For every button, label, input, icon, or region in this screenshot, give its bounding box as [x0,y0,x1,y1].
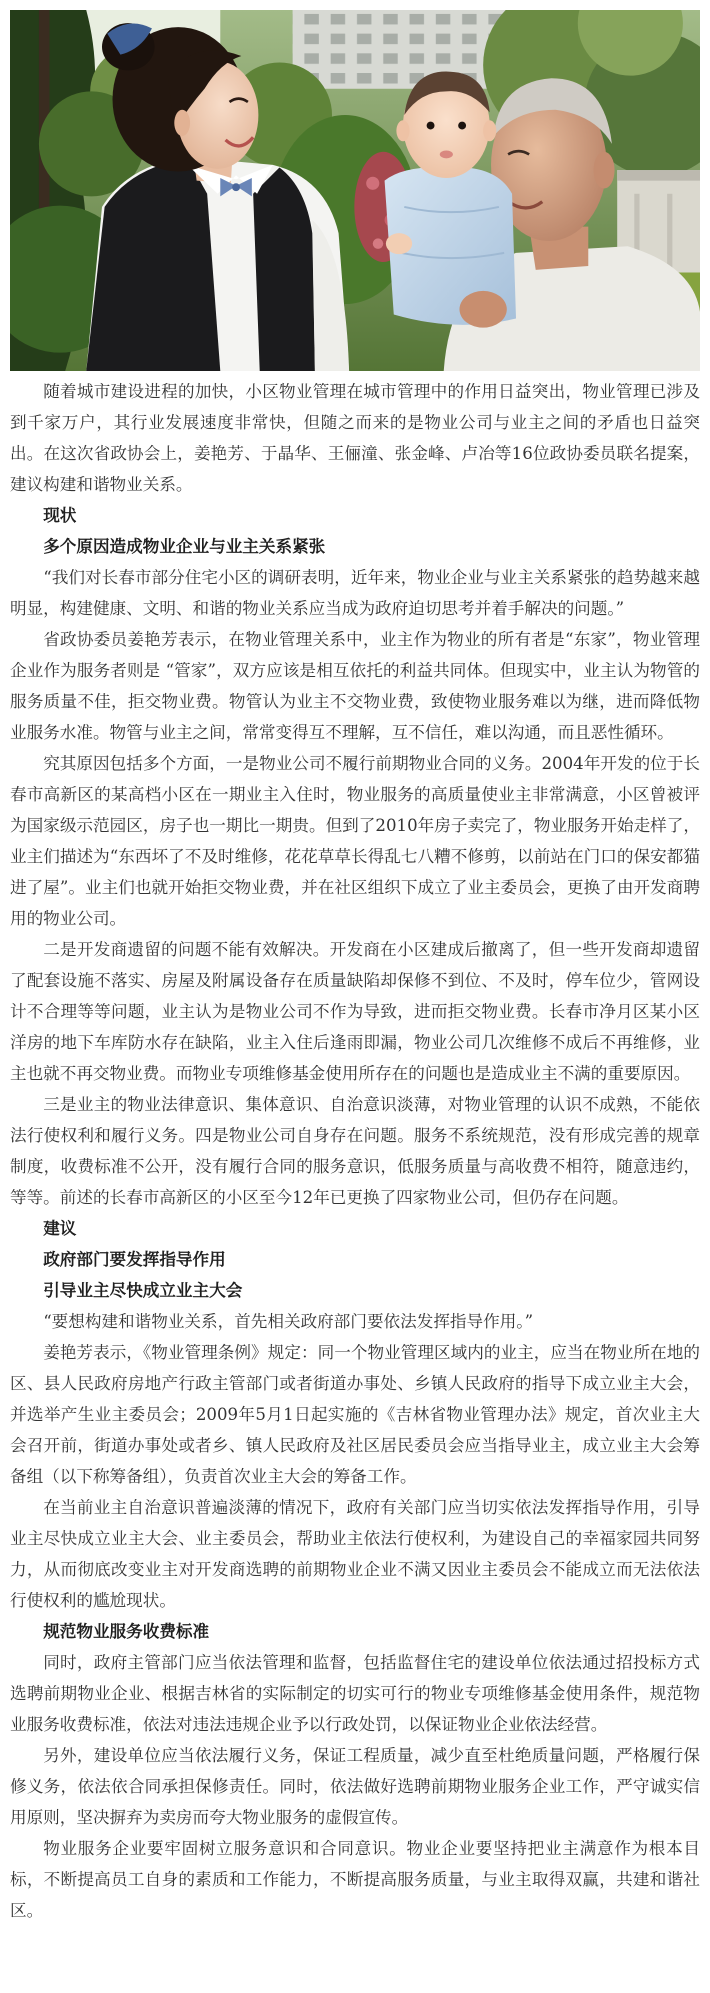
quote-paragraph: “要想构建和谐物业关系，首先相关政府部门要依法发挥指导作用。” [43,1312,534,1331]
body-paragraph: 省政协委员姜艳芳表示，在物业管理关系中，业主作为物业的所有者是“东家”，物业管理企业作为服务者则是 “管家”，双方应该是相互依托的利益共同体。但现实中，业主认为物管的服务质量不佳，拒交物业费。物管认为业主不交物业费，致使物业服务难以为继，进而降低物业服务水准。物管与业主之间，常常变得互不理解，互不信任，难以沟通，而且恶性循环。 [10,630,700,742]
subsection-heading: 多个原因造成物业企业与业主关系紧张 [43,536,326,556]
body-paragraph: 另外，建设单位应当依法履行义务，保证工程质量，减少直至杜绝质量问题，严格履行保修义务，依法依合同承担保修责任。同时，依法做好选聘前期物业服务企业工作，严守诚实信用原则，坚决摒弃为卖房而夸大物业服务的虚假宣传。 [10,1746,700,1827]
body-paragraph: 物业服务企业要牢固树立服务意识和合同意识。物业企业要坚持把业主满意作为根本目标，不断提高员工自身的素质和工作能力，不断提高服务质量，与业主取得双赢，共建和谐社区。 [10,1839,700,1920]
body-paragraph: 姜艳芳表示，《物业管理条例》规定：同一个物业管理区域内的业主，应当在物业所在地的区、县人民政府房地产行政主管部门或者街道办事处、乡镇人民政府的指导下成立业主大会，并选举产生业主委员会；2009年5月1日起实施的《吉林省物业管理办法》规定，首次业主大会召开前，街道办事处或者乡、镇人民政府及社区居民委员会应当指导业主，成立业主大会筹备组（以下称筹备组），负责首次业主大会的筹备工作。 [10,1343,700,1486]
section-suggestions [10,1213,700,1926]
intro-paragraph: 随着城市建设进程的加快，小区物业管理在城市管理中的作用日益突出，物业管理已涉及到千家万户，其行业发展速度非常快，但随之而来的是物业公司与业主之间的矛盾也日益突出。在这次省政协会上，姜艳芳、于晶华、王俪潼、张金峰、卢冶等16位政协委员联名提案，建议构建和谐物业关系。 [10,382,700,494]
section-status [10,500,700,1213]
body-paragraph: 二是开发商遗留的问题不能有效解决。开发商在小区建成后撤离了，但一些开发商却遗留了配套设施不落实、房屋及附属设备存在质量缺陷却保修不到位、不及时，停车位少，管网设计不合理等等问题，业主认为是物业公司不作为导致，进而拒交物业费。长春市净月区某小区洋房的地下车库防水存在缺陷，业主入住后逢雨即漏，物业公司几次维修不成后不再维修，业主也就不再交物业费。而物业专项维修基金使用所存在的问题也是造成业主不满的重要原因。 [10,940,700,1083]
body-paragraph: 同时，政府主管部门应当依法管理和监督，包括监督住宅的建设单位依法通过招投标方式选聘前期物业企业、根据吉林省的实际制定的切实可行的物业专项维修基金使用条件，规范物业服务收费标准，依法对违法违规企业予以行政处罚，以保证物业企业依法经营。 [10,1653,700,1734]
subsection-heading: 引导业主尽快成立业主大会 [43,1280,243,1300]
body-paragraph: 究其原因包括多个方面，一是物业公司不履行前期物业合同的义务。2004年开发的位于长春市高新区的某高档小区在一期业主入住时，物业服务的高质量使业主非常满意，小区曾被评为国家级示范园区，房子也一期比一期贵。但到了2010年房子卖完了，物业服务开始走样了，业主们描述为“东西坏了不及时维修，花花草草长得乱七八糟不修剪，以前站在门口的保安都猫进了屋”。业主们也就开始拒交物业费，并在社区组织下成立了业主委员会，更换了由开发商聘用的物业公司。 [10,754,700,928]
subsection-heading: 政府部门要发挥指导作用 [43,1249,226,1269]
section-heading: 建议 [43,1218,77,1238]
quote-paragraph: “我们对长春市部分住宅小区的调研表明，近年来，物业企业与业主关系紧张的趋势越来越明显，构建健康、文明、和谐的物业关系应当成为政府迫切思考并着手解决的问题。” [10,568,700,618]
body-paragraph: 三是业主的物业法律意识、集体意识、自治意识淡薄，对物业管理的认识不成熟，不能依法行使权利和履行义务。四是物业公司自身存在问题。服务不系统规范，没有形成完善的规章制度，收费标准不公开，没有履行合同的服务意识，低服务质量与高收费不相符，随意违约，等等。前述的长春市高新区的小区至今12年已更换了四家物业公司，但仍存在问题。 [10,1095,700,1207]
subsection-heading: 规范物业服务收费标准 [43,1621,210,1641]
photo-illustration [10,10,700,371]
section-heading: 现状 [43,505,77,525]
holding-hand [459,291,506,328]
article-body [10,376,700,1926]
body-paragraph: 在当前业主自治意识普遍淡薄的情况下，政府有关部门应当切实依法发挥指导作用，引导业主尽快成立业主大会、业主委员会，帮助业主依法行使权利，为建设自己的幸福家园共同努力，从而彻底改变业主对开发商选聘的前期物业企业不满又因业主委员会不能成立而无法依法行使权利的尴尬现状。 [10,1498,700,1610]
article-photo [10,10,700,371]
